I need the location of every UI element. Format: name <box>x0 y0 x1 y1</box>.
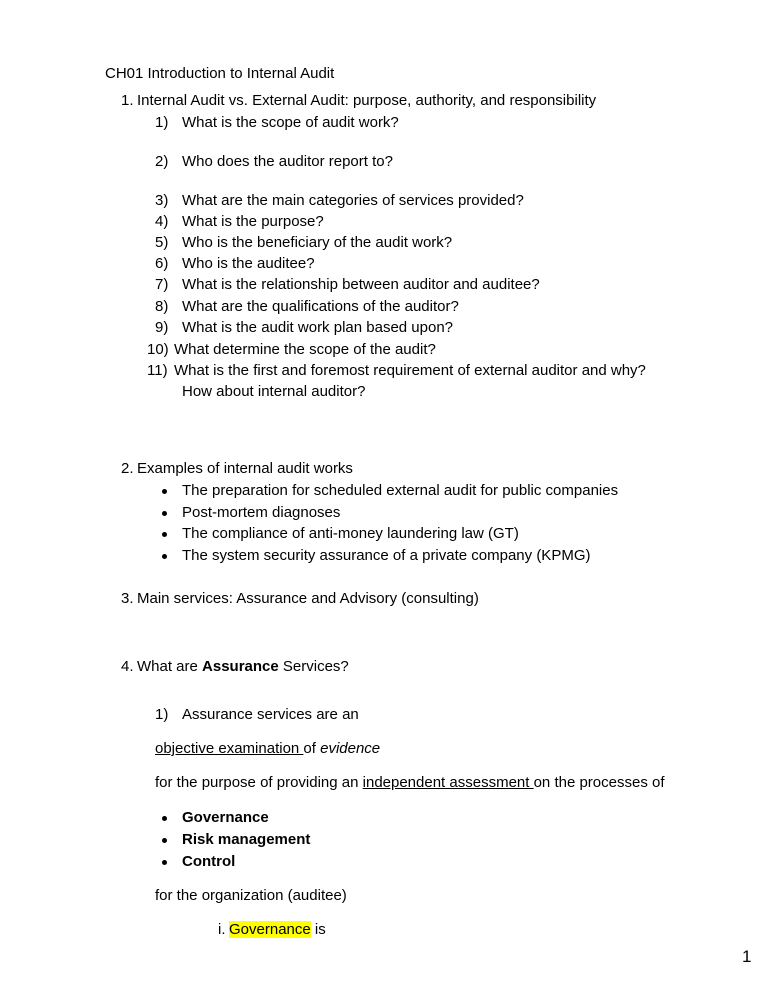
item-number: 3) <box>155 192 169 209</box>
text: of <box>303 740 321 757</box>
bullet-icon <box>162 554 167 559</box>
bullet-icon <box>162 860 167 865</box>
bullet-icon <box>162 511 167 516</box>
question-item: What is the first and foremost requirement of external auditor and why? <box>174 362 646 379</box>
heading-bold-term: Assurance <box>202 658 279 675</box>
question-item: Who is the beneficiary of the audit work? <box>182 234 453 251</box>
question-item: What is the scope of audit work? <box>182 114 399 131</box>
bullet-icon <box>162 489 167 494</box>
heading-text: What are <box>137 658 203 675</box>
item-number: 11) <box>147 362 168 379</box>
definition-line <box>155 740 380 758</box>
question-item: Who is the auditee? <box>182 255 315 272</box>
text: for the purpose of providing an <box>155 774 363 791</box>
item-number: 8) <box>155 298 169 315</box>
question-item: Who does the auditor report to? <box>182 153 393 170</box>
question-item: What is the relationship between auditor and auditee? <box>182 276 540 293</box>
section-heading: Main services: Assurance and Advisory (consulting) <box>137 590 479 607</box>
section-heading: Examples of internal audit works <box>137 460 353 477</box>
bullet-item-bold: Risk management <box>182 831 311 848</box>
bullet-icon <box>162 838 167 843</box>
section-number: 1. <box>121 92 134 109</box>
bullet-item: The preparation for scheduled external audit for public companies <box>182 482 619 499</box>
page-number: 1 <box>742 947 752 966</box>
definition-line: for the organization (auditee) <box>155 887 347 904</box>
heading-text: Services? <box>278 658 349 675</box>
section-number: 3. <box>121 590 134 607</box>
item-number: 7) <box>155 276 169 293</box>
item-number: 2) <box>155 153 169 170</box>
item-number: 4) <box>155 213 169 230</box>
question-item-continuation: How about internal auditor? <box>182 383 366 400</box>
question-item: What is the purpose? <box>182 213 324 230</box>
bullet-item: The compliance of anti-money laundering law (GT) <box>182 525 519 542</box>
question-item: What is the audit work plan based upon? <box>182 319 454 336</box>
definition-intro: Assurance services are an <box>182 706 359 723</box>
section-heading: Internal Audit vs. External Audit: purpose, authority, and responsibility <box>137 92 597 109</box>
question-item: What are the main categories of services provided? <box>182 192 524 209</box>
definition-line <box>155 774 665 792</box>
item-number: 1) <box>155 114 169 131</box>
bullet-item: The system security assurance of a private company (KPMG) <box>182 547 591 564</box>
item-number: 1) <box>155 706 169 723</box>
text: is <box>310 921 326 938</box>
italic-term: evidence <box>320 740 381 757</box>
highlighted-term: Governance <box>229 921 311 938</box>
bullet-icon <box>162 532 167 537</box>
roman-item <box>229 921 326 939</box>
item-number: 5) <box>155 234 169 251</box>
item-number: 6) <box>155 255 169 272</box>
question-item: What are the qualifications of the auditor? <box>182 298 459 315</box>
roman-number: i. <box>218 921 226 938</box>
bullet-item-bold: Governance <box>182 809 269 826</box>
section-number: 2. <box>121 460 134 477</box>
bullet-icon <box>162 816 167 821</box>
underlined-term: objective examination <box>155 740 304 757</box>
item-number: 10) <box>147 341 169 358</box>
text: on the processes of <box>533 774 665 791</box>
bullet-item: Post-mortem diagnoses <box>182 504 341 521</box>
underlined-term: independent assessment <box>362 774 534 791</box>
question-item: What determine the scope of the audit? <box>174 341 436 358</box>
item-number: 9) <box>155 319 169 336</box>
bullet-item-bold: Control <box>182 853 236 870</box>
section-heading <box>137 658 349 676</box>
document-title: CH01 Introduction to Internal Audit <box>105 65 335 82</box>
section-number: 4. <box>121 658 134 675</box>
